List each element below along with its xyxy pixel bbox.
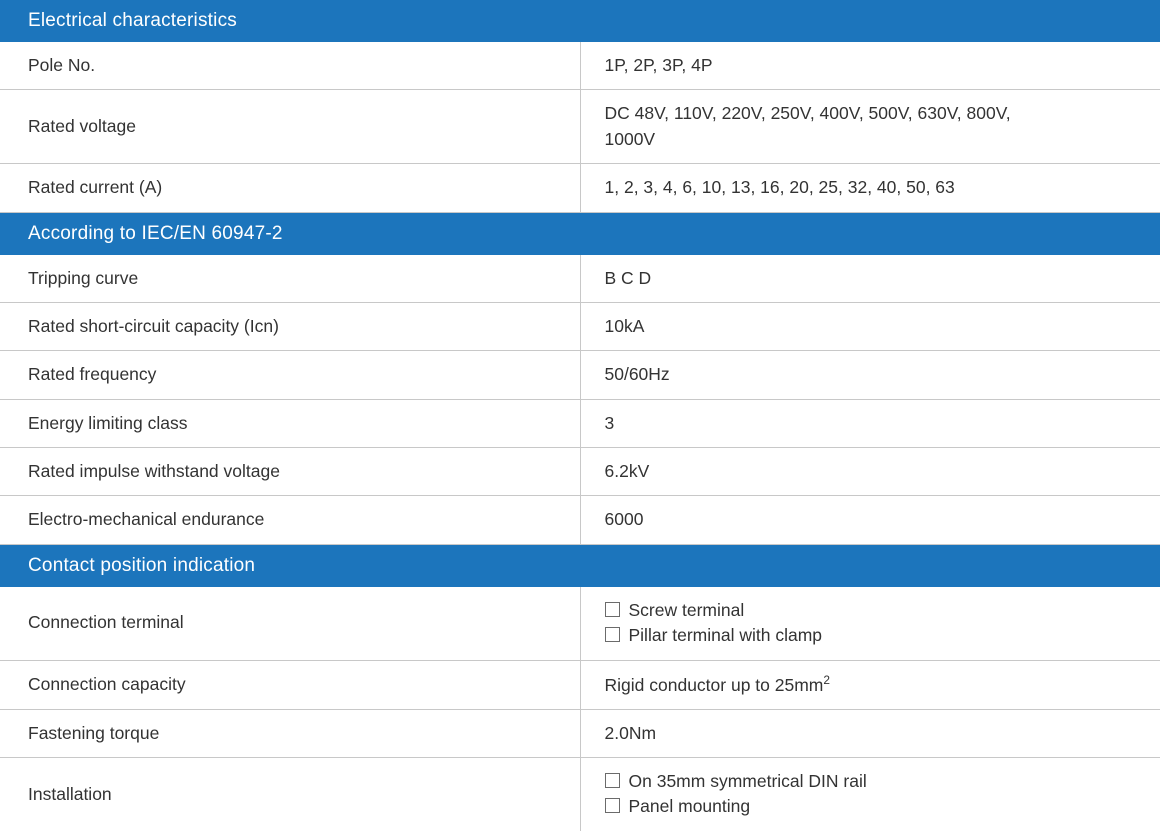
table-row [0, 351, 1160, 399]
row-value-rated-voltage [580, 90, 1160, 164]
row-label-energy-limiting-class: Energy limiting class [0, 399, 580, 447]
row-value-rated-short-circuit-capacity: 10kA [580, 302, 1160, 350]
table-row [0, 496, 1160, 544]
table-row [0, 758, 1160, 831]
option-label: Panel mounting [628, 796, 751, 817]
row-value-energy-limiting-class: 3 [580, 399, 1160, 447]
row-value-connection-terminal [580, 587, 1160, 660]
section-header-iec-en-60947-2: According to IEC/EN 60947-2 [0, 212, 1160, 255]
row-value-fastening-torque: 2.0Nm [580, 709, 1160, 757]
row-label-rated-frequency: Rated frequency [0, 351, 580, 399]
row-label-rated-short-circuit-capacity: Rated short-circuit capacity (Icn) [0, 302, 580, 350]
row-value-rated-impulse-withstand-voltage: 6.2kV [580, 448, 1160, 496]
table-row [0, 587, 1160, 660]
option-screw-terminal[interactable] [605, 598, 1141, 623]
rated-voltage-line-2: 1000V [604, 128, 656, 149]
checkbox-icon[interactable] [605, 627, 620, 642]
table-row [0, 302, 1160, 350]
row-label-installation: Installation [0, 758, 580, 831]
option-on-35mm-symmetrical-din-rail[interactable] [605, 769, 1141, 794]
row-value-rated-frequency: 50/60Hz [580, 351, 1160, 399]
row-label-electro-mechanical-endurance: Electro-mechanical endurance [0, 496, 580, 544]
checkbox-icon[interactable] [605, 773, 620, 788]
table-row [0, 448, 1160, 496]
table-row [0, 42, 1160, 90]
option-panel-mounting[interactable] [605, 794, 1141, 819]
row-value-pole-no: 1P, 2P, 3P, 4P [580, 42, 1160, 90]
row-label-pole-no: Pole No. [0, 42, 580, 90]
row-label-tripping-curve: Tripping curve [0, 255, 580, 303]
table-row [0, 660, 1160, 709]
row-label-connection-terminal: Connection terminal [0, 587, 580, 660]
row-label-rated-impulse-withstand-voltage: Rated impulse withstand voltage [0, 448, 580, 496]
section-header-contact-position-indication: Contact position indication [0, 544, 1160, 587]
row-value-electro-mechanical-endurance: 6000 [580, 496, 1160, 544]
section-header-row [0, 0, 1160, 42]
table-row [0, 399, 1160, 447]
table-row [0, 255, 1160, 303]
section-header-row [0, 212, 1160, 255]
row-label-rated-current: Rated current (A) [0, 164, 580, 212]
row-value-tripping-curve: B C D [580, 255, 1160, 303]
rated-voltage-line-1: DC 48V, 110V, 220V, 250V, 400V, 500V, 630V, 800V, [604, 103, 1011, 124]
option-label: Screw terminal [628, 599, 745, 620]
row-label-fastening-torque: Fastening torque [0, 709, 580, 757]
row-value-connection-capacity [580, 660, 1160, 709]
row-value-rated-current: 1, 2, 3, 4, 6, 10, 13, 16, 20, 25, 32, 40, 50, 63 [580, 164, 1160, 212]
row-label-connection-capacity: Connection capacity [0, 660, 580, 709]
option-label: Pillar terminal with clamp [628, 625, 823, 646]
table-row [0, 164, 1160, 212]
row-label-rated-voltage: Rated voltage [0, 90, 580, 164]
section-header-electrical-characteristics: Electrical characteristics [0, 0, 1160, 42]
row-value-installation [580, 758, 1160, 831]
table-row [0, 90, 1160, 164]
table-row [0, 709, 1160, 757]
option-pillar-terminal-with-clamp[interactable] [605, 623, 1141, 648]
connection-capacity-text: Rigid conductor up to 25mm [604, 674, 824, 695]
checkbox-icon[interactable] [605, 602, 620, 617]
checkbox-icon[interactable] [605, 798, 620, 813]
option-label: On 35mm symmetrical DIN rail [628, 771, 867, 792]
section-header-row [0, 544, 1160, 587]
connection-capacity-superscript: 2 [823, 672, 830, 687]
